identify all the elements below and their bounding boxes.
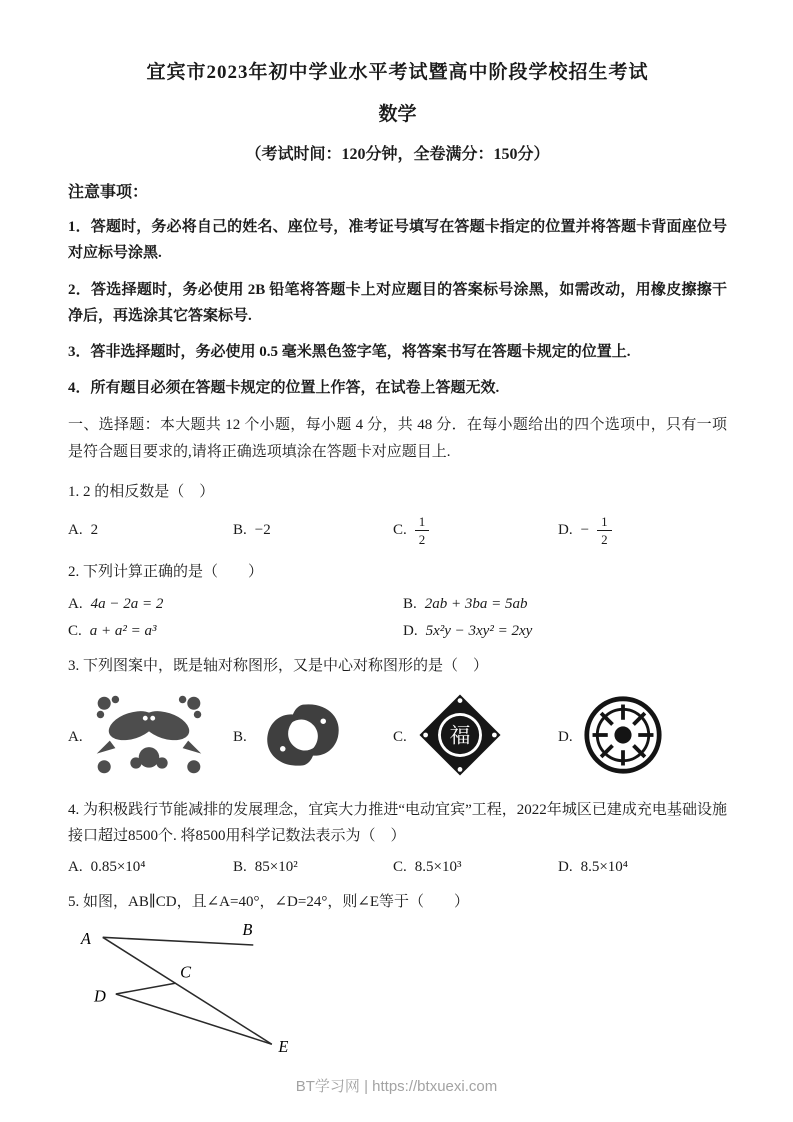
q1-option-d	[558, 515, 612, 546]
option-value: 5x²y − 3xy² = 2xy	[425, 622, 533, 639]
fraction	[415, 515, 430, 546]
q4-option-a	[68, 859, 233, 876]
question-3-text: 3. 下列图案中，既是轴对称图形，又是中心对称图形的是（ ）	[68, 657, 489, 674]
option-label: A.	[68, 729, 83, 745]
question-2-text: 2. 下列计算正确的是（ ）	[68, 564, 264, 580]
q3-option-a	[68, 691, 233, 784]
option-label: D.	[558, 859, 573, 875]
q2-option-d	[403, 623, 532, 640]
point-label-c: C	[180, 962, 192, 982]
q4-option-b	[233, 859, 393, 876]
option-value: a + a² = a³	[89, 622, 157, 639]
q1-option-c	[393, 515, 558, 546]
footer-link[interactable]: BT学习网 | https://btxuexi.com	[295, 1078, 498, 1095]
point-label-d: D	[94, 986, 106, 1006]
option-label: D.	[558, 522, 573, 538]
q2-option-c	[68, 623, 403, 640]
note-item-1: 1．答题时，务必将自己的姓名、座位号，准考证号填写在答题卡指定的位置并将答题卡背面座位号对应标号涂黑.	[68, 219, 727, 262]
fraction-numerator: 1	[597, 515, 612, 531]
option-value: 2	[90, 522, 99, 538]
question-5-text: 5. 如图，AB∥CD，且∠A=40°，∠D=24°，则∠E等于（ ）	[68, 894, 470, 910]
double-fish-flower-papercut-image	[93, 691, 205, 784]
q4-option-d	[558, 859, 628, 876]
q3-option-b	[233, 696, 393, 779]
point-label-a: A	[80, 928, 91, 948]
q1-option-a	[68, 522, 233, 539]
option-label: C.	[68, 622, 82, 639]
option-value: 4a − 2a = 2	[90, 595, 164, 612]
section-heading: 一、选择题：本大题共 12 个小题，每小题 4 分，共 48 分．在每小题给出的四个选项中，只有一项是符合题目要求的,请将正确选项填涂在答题卡对应题目上.	[68, 416, 727, 460]
option-value: 8.5×10³	[414, 859, 462, 875]
q2-option-a	[68, 596, 403, 613]
fu-character: 福	[449, 723, 471, 748]
q2-option-b	[403, 596, 528, 613]
circular-mandala-papercut-image	[583, 695, 663, 780]
option-label: B.	[233, 859, 247, 875]
question-1-text: 1. 2 的相反数是（ ）	[68, 483, 215, 500]
twin-fish-swirl-papercut-image	[257, 696, 349, 779]
q3-option-c	[393, 692, 558, 783]
option-label: A.	[68, 595, 83, 612]
question-1-options	[68, 515, 727, 546]
option-label: C.	[393, 522, 407, 538]
minus-sign: −	[580, 522, 590, 538]
footer	[0, 1075, 793, 1096]
option-value: 85×10²	[254, 859, 298, 875]
option-label: B.	[403, 595, 417, 612]
fu-character-diamond-papercut-image	[417, 692, 503, 783]
q1-option-b	[233, 522, 393, 539]
note-item-2: 2．答选择题时，务必使用 2B 铅笔将答题卡上对应题目的答案标号涂黑，如需改动，用橡皮擦擦干净后，再选涂其它答案标号.	[68, 281, 727, 324]
fraction-denominator: 2	[418, 532, 426, 547]
option-value: −2	[254, 522, 271, 538]
exam-info: （考试时间：120分钟，全卷满分：150分）	[245, 146, 550, 163]
option-label: B.	[233, 729, 247, 745]
option-value: 8.5×10⁴	[580, 859, 629, 875]
page-title: 宜宾市2023年初中学业水平考试暨高中阶段学校招生考试	[146, 62, 649, 83]
fraction-numerator: 1	[415, 515, 430, 531]
q3-option-d	[558, 695, 663, 780]
question-2-options-row-2	[68, 623, 727, 640]
option-label: C.	[393, 729, 407, 745]
question-4-text: 4. 为积极践行节能减排的发展理念，宜宾大力推进“电动宜宾”工程，2022年城区已建成充电基础设施接口超过8500个. 将8500用科学记数法表示为（ ）	[68, 802, 727, 844]
geometry-figure	[70, 922, 727, 1058]
option-label: D.	[403, 622, 418, 639]
option-value: 2ab + 3ba = 5ab	[424, 595, 528, 612]
option-label: A.	[68, 859, 83, 875]
notes-heading: 注意事项：	[68, 184, 149, 201]
option-label: B.	[233, 522, 247, 538]
subject-title: 数学	[378, 104, 417, 125]
option-label: A.	[68, 522, 83, 538]
fraction-denominator: 2	[601, 532, 608, 547]
fraction	[597, 515, 612, 546]
q4-option-c	[393, 859, 558, 876]
note-item-3: 3．答非选择题时，务必使用 0.5 毫米黑色签字笔，将答案书写在答题卡规定的位置上.	[68, 344, 631, 360]
point-label-e: E	[278, 1036, 289, 1053]
option-label: D.	[558, 729, 573, 745]
option-value: 0.85×10⁴	[90, 859, 146, 875]
question-2-options-row-1	[68, 596, 727, 613]
question-3-options	[68, 691, 727, 784]
point-label-b: B	[242, 921, 253, 939]
option-label: C.	[393, 859, 407, 875]
question-4-options	[68, 859, 727, 876]
note-item-4: 4．所有题目必须在答题卡规定的位置上作答，在试卷上答题无效.	[68, 380, 500, 397]
